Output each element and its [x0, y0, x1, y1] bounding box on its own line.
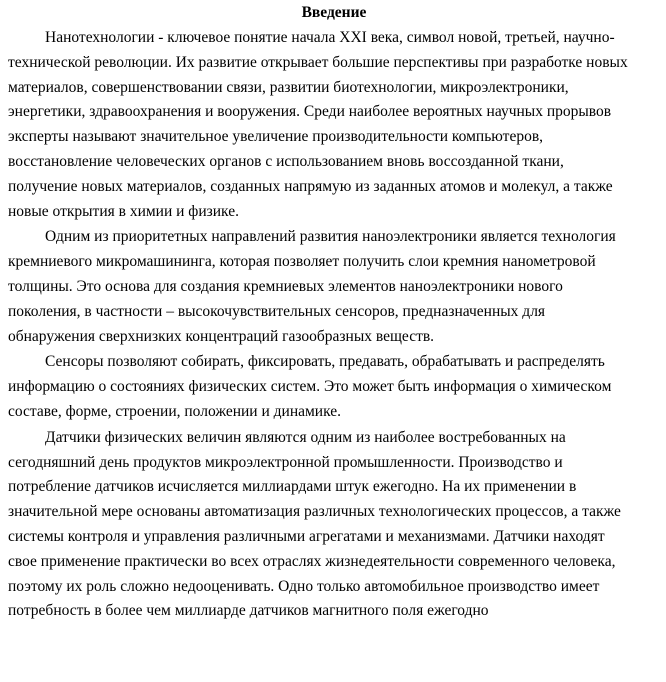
text-line: эксперты называют значительное увеличение производительности компьютеров,	[8, 128, 544, 146]
text-line: поколения, в частности – высокочувствительных сенсоров, предназначенных для	[8, 302, 546, 320]
text-line: Нанотехнологии - ключевое понятие начала XXI века, символ новой, третьей, научно-	[45, 29, 615, 46]
text-line: составе, форме, строении, положении и динамике.	[8, 402, 342, 420]
text-line: значительной мере основаны автоматизация различных технологических процессов, а также	[8, 503, 621, 521]
text-line: энергетики, здравоохранения и вооружения. Среди наиболее вероятных научных прорывов	[8, 103, 612, 121]
text-line: Сенсоры позволяют собирать, фиксировать, предавать, обрабатывать и распределять	[45, 353, 605, 371]
text-line: свое применение практически во всех отраслях жизнедеятельности современного человека,	[8, 552, 616, 570]
section-title: Введение	[301, 4, 367, 21]
paragraph-nanotech-intro	[8, 26, 660, 224]
text-line: толщины. Это основа для создания кремниевых элементов наноэлектроники нового	[8, 277, 563, 295]
text-line: системы контроля и управления различными агрегатами и механизмами. Датчики находят	[8, 527, 605, 545]
text-line: потребление датчиков исчисляется миллиардами штук ежегодно. На их применении в	[8, 478, 577, 496]
text-line: кремниевого микромашининга, которая позволяет получить слои кремния нанометровой	[8, 253, 596, 271]
text-line: обнаружения сверхнизких концентраций газообразных веществ.	[8, 327, 435, 345]
text-line: Датчики физических величин являются одним из наиболее востребованных на	[45, 428, 566, 446]
text-line: потребность в более чем миллиарде датчиков магнитного поля ежегодно	[8, 602, 489, 620]
text-line: получение новых материалов, созданных напрямую из заданных атомов и молекул, а также	[8, 177, 613, 195]
text-line: информацию о состояниях физических систем. Это может быть информация о химическом	[8, 378, 612, 396]
text-line: сегодняшний день продуктов микроэлектронной промышленности. Производство и	[8, 453, 563, 471]
text-line: поэтому их роль сложно недооценивать. Одно только автомобильное производство имеет	[8, 577, 600, 595]
text-line: технической революции. Их развитие открывает большие перспективы при разработке новых	[8, 53, 628, 71]
paragraph-micromachining	[8, 225, 660, 349]
text-line: восстановление человеческих органов с использованием вновь воссозданной ткани,	[8, 152, 564, 170]
paragraph-physical-sensors	[8, 426, 660, 624]
text-line: Одним из приоритетных направлений развития наноэлектроники является технология	[45, 228, 616, 246]
paragraph-sensors	[8, 350, 660, 424]
text-line: материалов, совершенствовании связи, развитии биотехнологии, микроэлектроники,	[8, 78, 569, 96]
text-line: новые открытия в химии и физике.	[8, 202, 239, 220]
